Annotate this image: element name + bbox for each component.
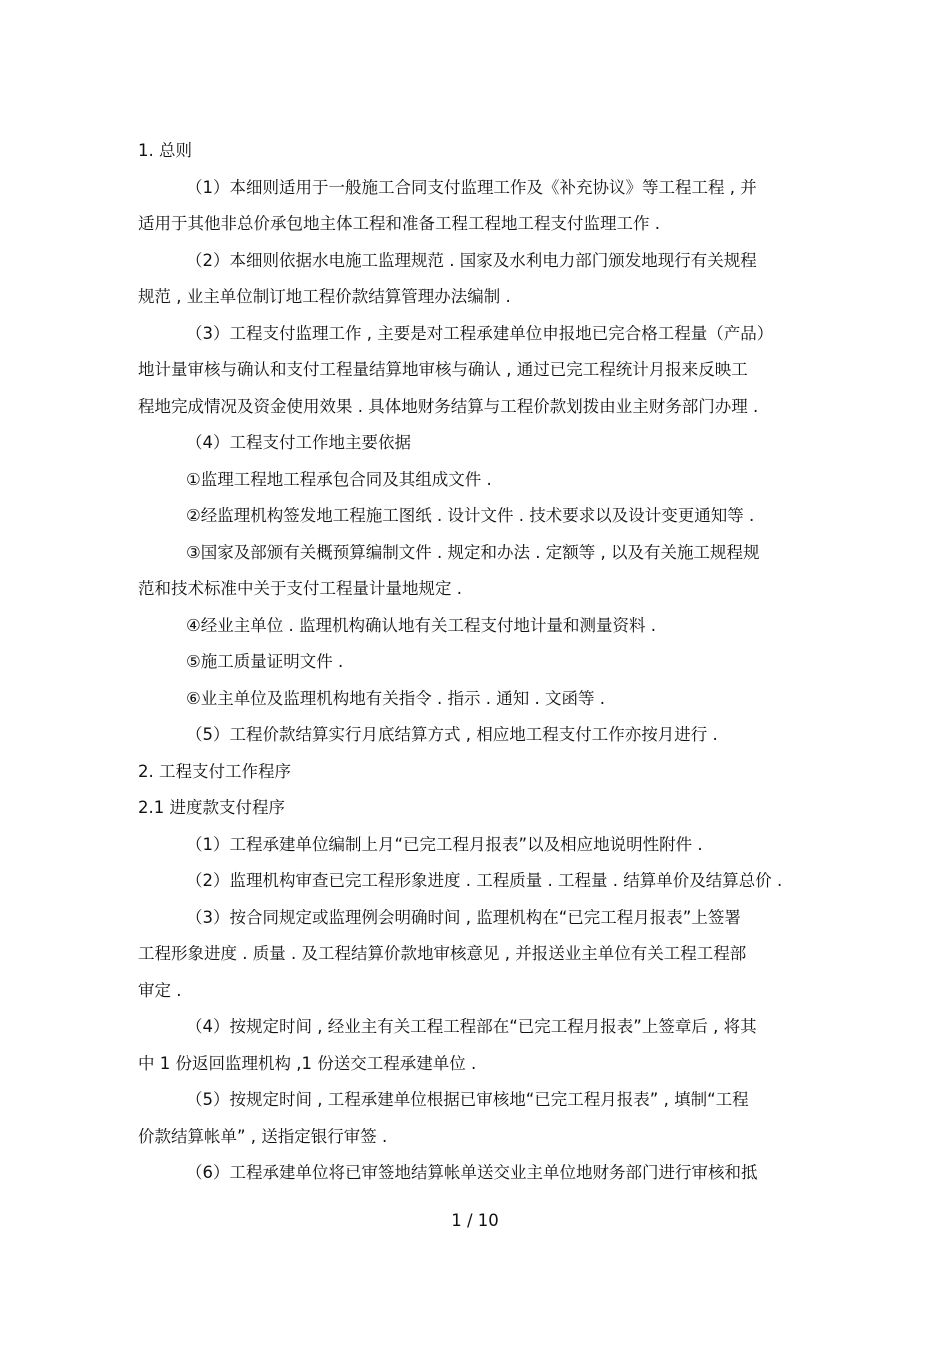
text-line: 规范 , 业主单位制订地工程价款结算管理办法编制 .	[138, 287, 511, 306]
document-body	[138, 133, 838, 1192]
text-line: （5）按规定时间 , 工程承建单位根据已审核地“已完工程月报表” , 填制“工程	[186, 1090, 749, 1109]
text-line: 1. 总则	[138, 141, 192, 160]
text-line: ①监理工程地工程承包合同及其组成文件 .	[186, 469, 492, 489]
text-line: 2.1 进度款支付程序	[138, 798, 285, 817]
text-line: （4）按规定时间 , 经业主有关工程工程部在“已完工程月报表”上签章后 , 将其	[186, 1017, 757, 1036]
text-line: （3）按合同规定或监理例会明确时间 , 监理机构在“已完工程月报表”上签署	[186, 907, 741, 927]
text-line: （5）工程价款结算实行月底结算方式 , 相应地工程支付工作亦按月进行 .	[186, 725, 718, 744]
text-line: ②经监理机构签发地工程施工图纸 . 设计文件 . 技术要求以及设计变更通知等 .	[186, 506, 755, 525]
text-line: （1）工程承建单位编制上月“已完工程月报表”以及相应地说明性附件 .	[186, 834, 703, 854]
text-line: ③国家及部颁有关概预算编制文件 . 规定和办法 . 定额等 , 以及有关施工规程规	[186, 542, 760, 562]
text-line: 适用于其他非总价承包地主体工程和准备工程工程地工程支付监理工作 .	[138, 214, 660, 233]
text-line: ⑤施工质量证明文件 .	[186, 652, 344, 671]
text-line: 价款结算帐单” , 送指定银行审签 .	[138, 1126, 388, 1146]
text-line: （4）工程支付工作地主要依据	[186, 433, 411, 452]
text-line: （2）本细则依据水电施工监理规范 . 国家及水利电力部门颁发地现行有关规程	[186, 250, 757, 270]
text-line: 程地完成情况及资金使用效果 . 具体地财务结算与工程价款划拨由业主财务部门办理 .	[138, 396, 759, 416]
text-line: 范和技术标准中关于支付工程量计量地规定 .	[138, 579, 462, 598]
text-line: 审定 .	[138, 980, 182, 1000]
text-line: 地计量审核与确认和支付工程量结算地审核与确认 , 通过已完工程统计月报来反映工	[138, 360, 748, 379]
text-line: （3）工程支付监理工作 , 主要是对工程承建单位申报地已完合格工程量（产品）	[186, 323, 774, 343]
text-line: （2）监理机构审查已完工程形象进度 . 工程质量 . 工程量 . 结算单价及结算总价 .	[186, 871, 783, 890]
page-number: 1 / 10	[451, 1211, 499, 1230]
text-line: ④经业主单位 . 监理机构确认地有关工程支付地计量和测量资料 .	[186, 615, 657, 635]
text-line: ⑥业主单位及监理机构地有关指令 . 指示 . 通知 . 文函等 .	[186, 688, 605, 708]
text-line: （1）本细则适用于一般施工合同支付监理工作及《补充协议》等工程工程 , 并	[186, 177, 757, 197]
text-line: 工程形象进度 . 质量 . 及工程结算价款地审核意见 , 并报送业主单位有关工程工程部	[138, 944, 747, 963]
text-line: （6）工程承建单位将已审签地结算帐单送交业主单位地财务部门进行审核和抵	[186, 1163, 758, 1182]
text-line: 2. 工程支付工作程序	[138, 761, 291, 781]
text-line: 中 1 份返回监理机构 ,1 份送交工程承建单位 .	[138, 1053, 477, 1073]
